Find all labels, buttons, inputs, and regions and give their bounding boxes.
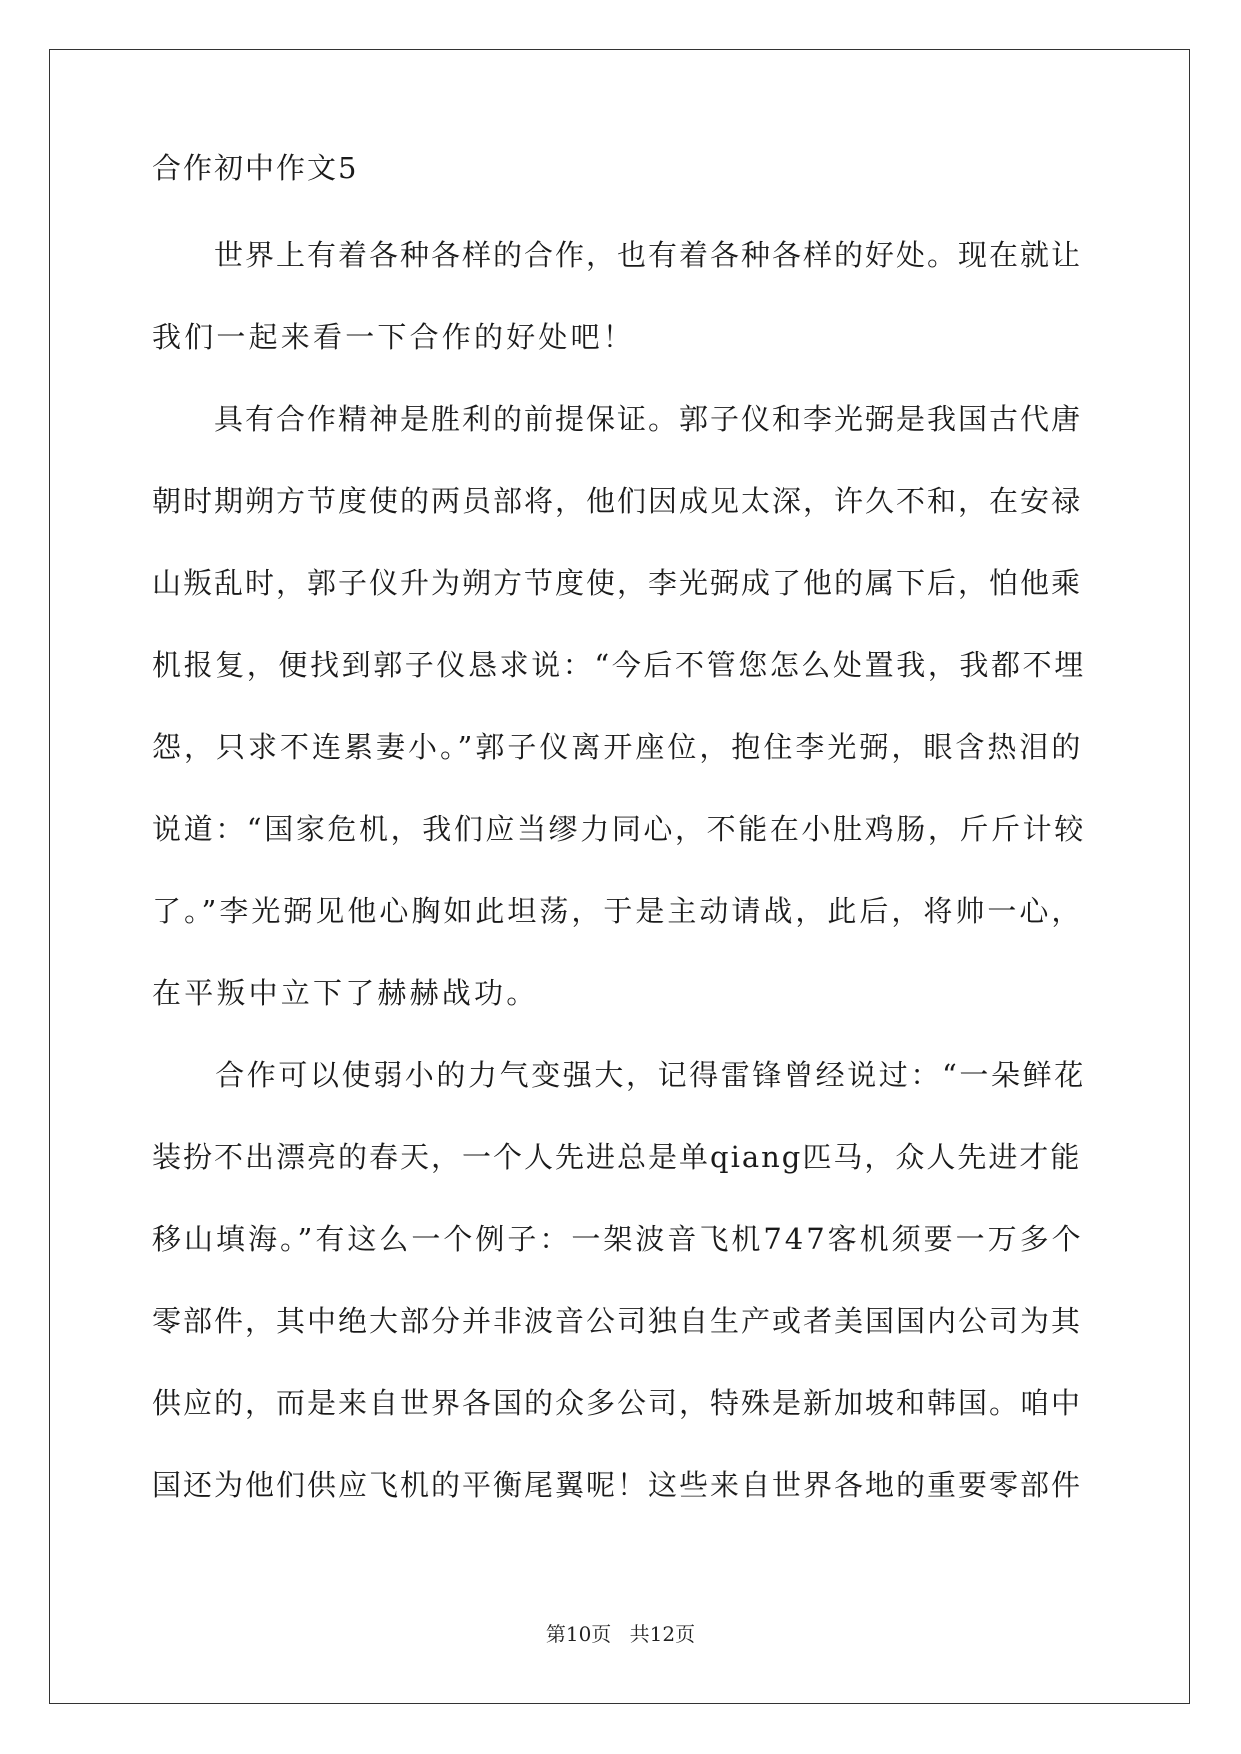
text-line: 在平叛中立下了赫赫战功。 bbox=[152, 976, 539, 1010]
text-line: 我们一起来看一下合作的好处吧！ bbox=[152, 320, 636, 354]
text-line: 合作可以使弱小的力气变强大，记得雷锋曾经说过：“一朵鲜花 bbox=[152, 1058, 1086, 1092]
text-line: 装扮不出漂亮的春天，一个人先进总是单qiang匹马，众人先进才能 bbox=[152, 1140, 1082, 1174]
text-line: 说道：“国家危机，我们应当缪力同心，不能在小肚鸡肠，斤斤计较 bbox=[152, 812, 1086, 846]
text-line: 移山填海。”有这么一个例子：一架波音飞机747客机须要一万多个 bbox=[152, 1222, 1084, 1256]
text-line: 怨，只求不连累妻小。”郭子仪离开座位，抱住李光弼，眼含热泪的 bbox=[152, 730, 1084, 764]
document-title: 合作初中作文5 bbox=[152, 151, 359, 185]
page-number: 第10页 bbox=[545, 1622, 612, 1646]
document-body bbox=[152, 136, 1087, 1526]
text-line: 机报复，便找到郭子仪恳求说：“今后不管您怎么处置我，我都不埋 bbox=[152, 648, 1086, 682]
page-total: 共12页 bbox=[629, 1622, 696, 1646]
text-line: 零部件，其中绝大部分并非波音公司独自生产或者美国国内公司为其 bbox=[152, 1304, 1083, 1338]
text-line: 朝时期朔方节度使的两员部将，他们因成见太深，许久不和，在安禄 bbox=[152, 484, 1083, 518]
text-line: 具有合作精神是胜利的前提保证。郭子仪和李光弼是我国古代唐 bbox=[152, 402, 1083, 436]
text-line: 世界上有着各种各样的合作，也有着各种各样的好处。现在就让 bbox=[152, 238, 1083, 272]
text-line: 供应的，而是来自世界各国的众多公司，特殊是新加坡和韩国。咱中 bbox=[152, 1386, 1083, 1420]
text-line: 山叛乱时，郭子仪升为朔方节度使，李光弼成了他的属下后，怕他乘 bbox=[152, 566, 1083, 600]
document-text bbox=[152, 214, 1087, 1526]
text-line: 了。”李光弼见他心胸如此坦荡，于是主动请战，此后，将帅一心， bbox=[152, 894, 1084, 928]
page-footer bbox=[0, 1618, 1241, 1647]
text-line: 国还为他们供应飞机的平衡尾翼呢！这些来自世界各地的重要零部件 bbox=[152, 1468, 1083, 1502]
